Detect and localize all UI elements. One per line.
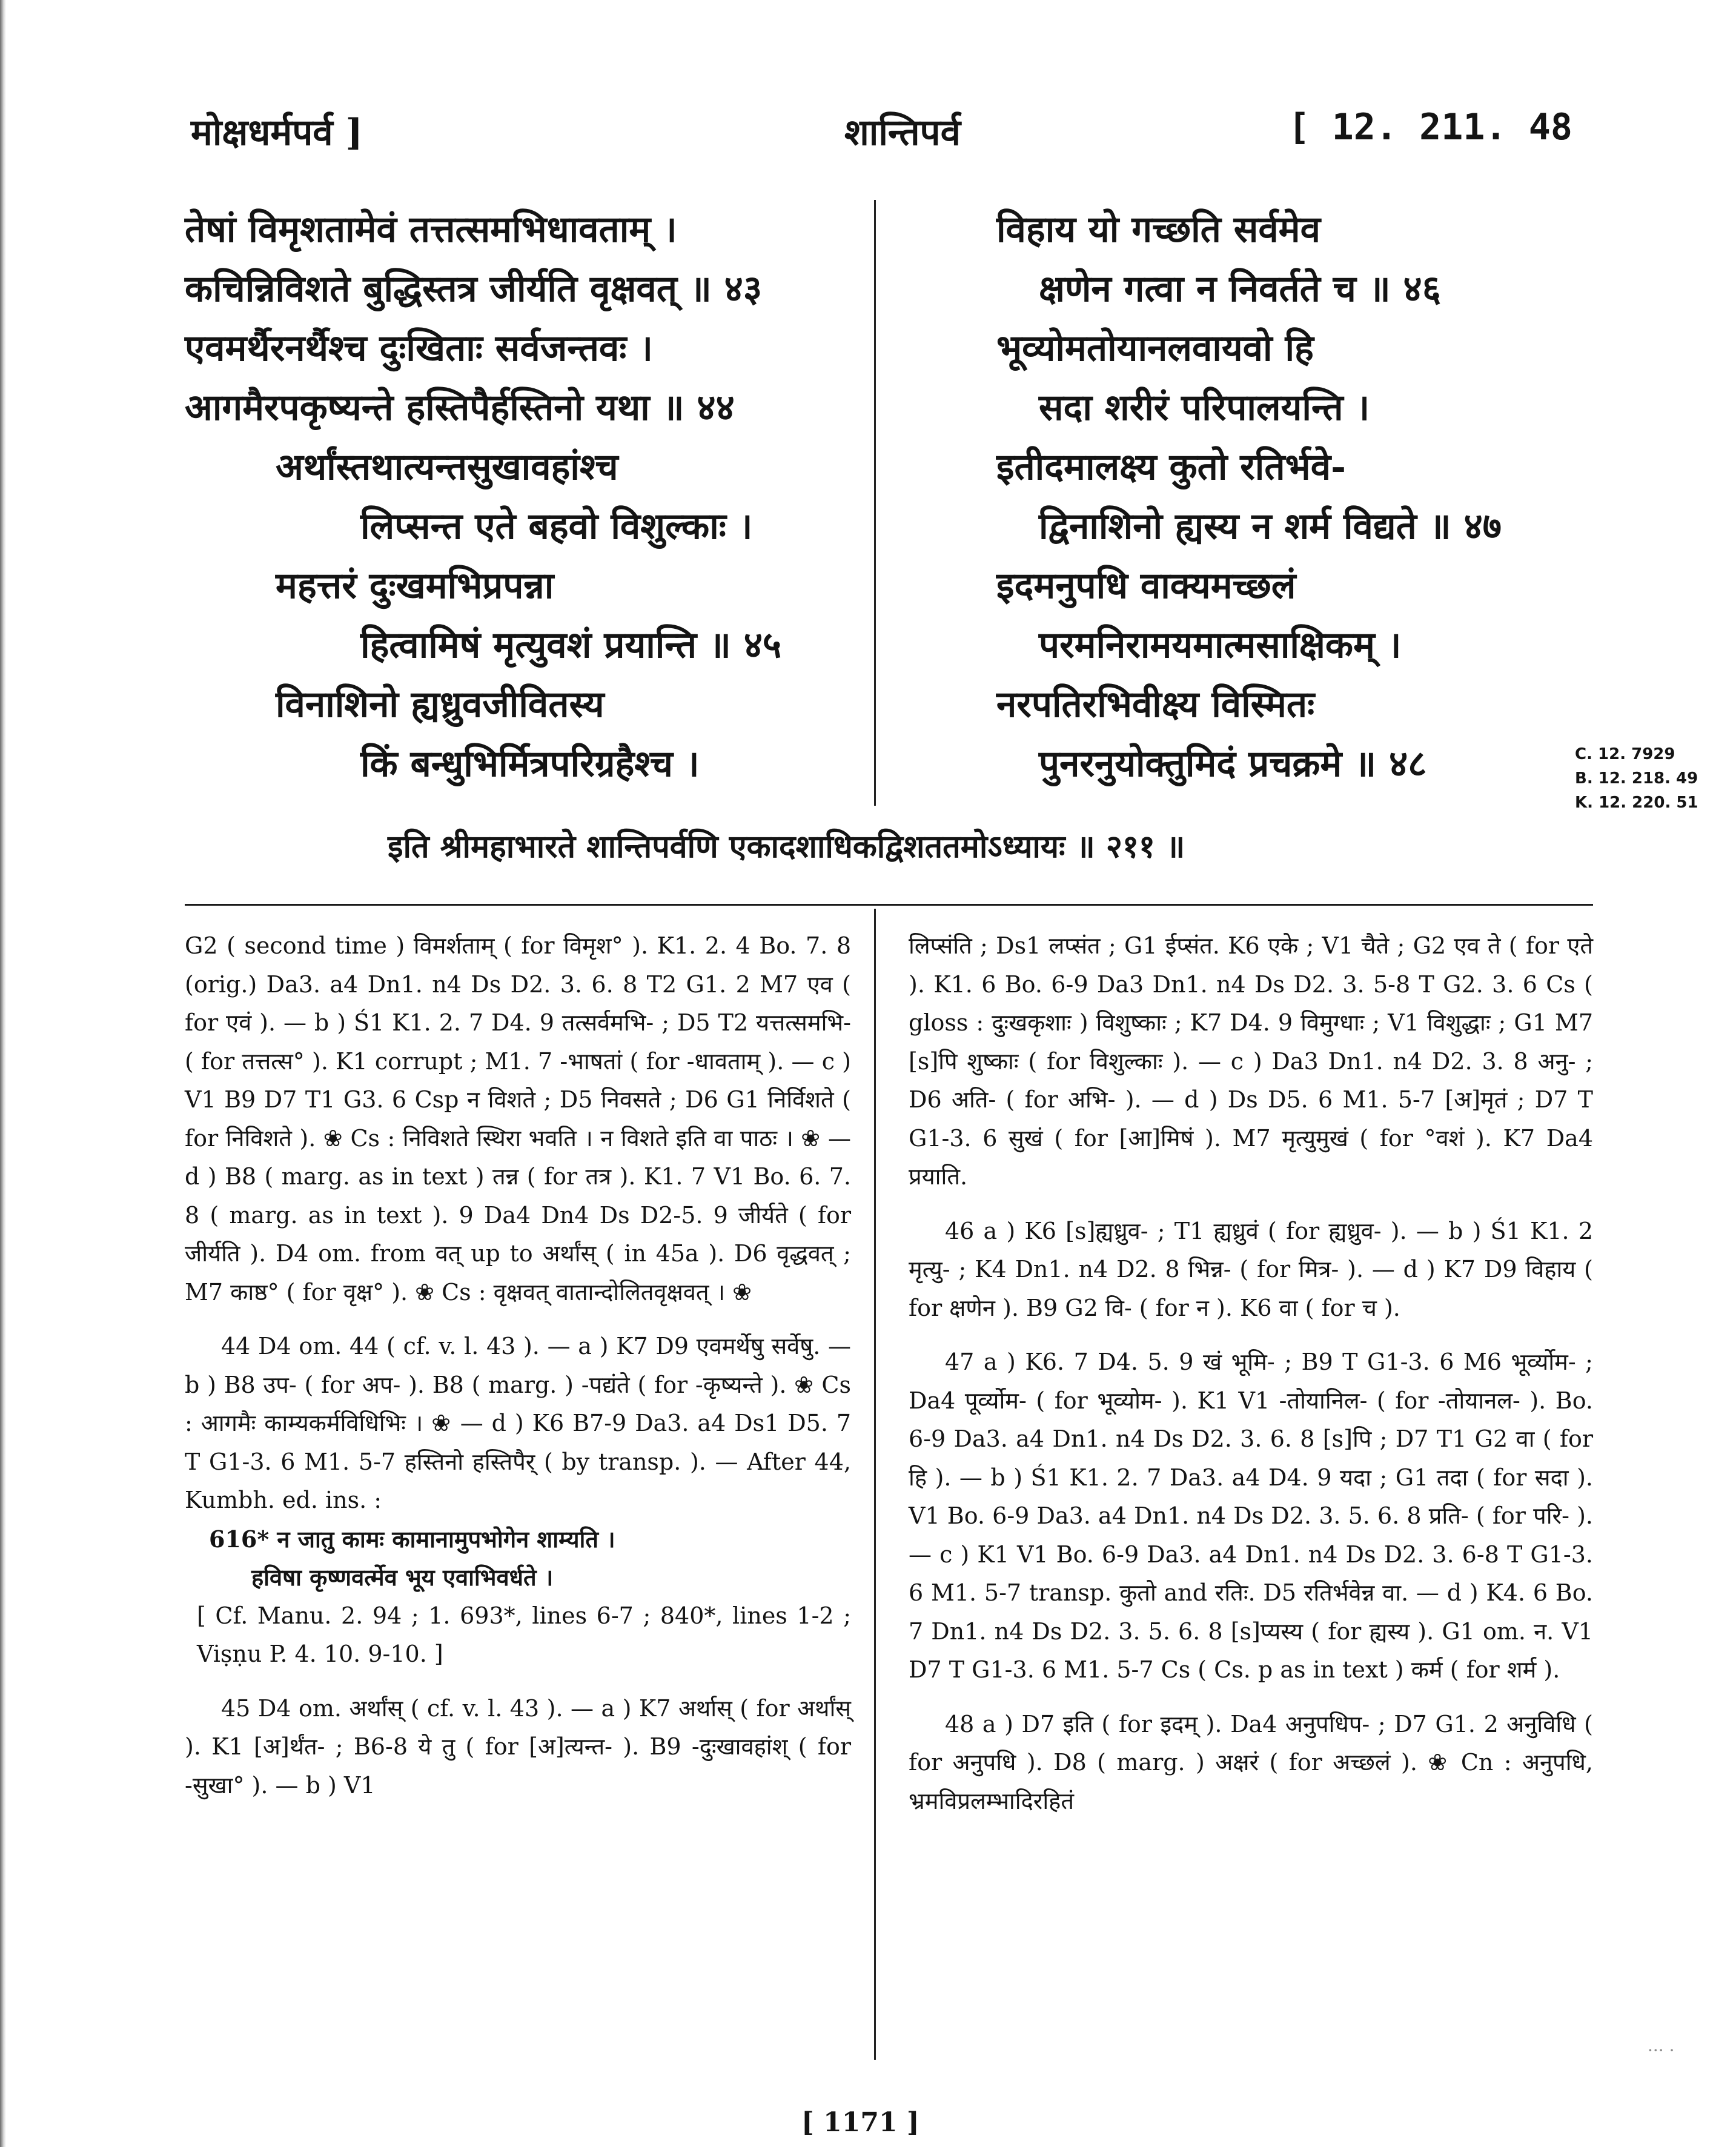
verse-line: तेषां विमृशतामेवं तत्तत्समभिधावताम् ।	[185, 208, 677, 251]
paragraph-gap	[909, 1196, 1593, 1212]
inserted-passage: 616* न जातु कामः कामानामुपभोगेन शाम्यति ।	[209, 1525, 615, 1553]
concordance-line: K. 12. 220. 51	[1575, 794, 1698, 812]
inserted-passage: हविषा कृष्णवर्त्मेव भूय एवाभिवर्धते ।	[251, 1564, 554, 1591]
cross-reference-note: [ Cf. Manu. 2. 94 ; 1. 693*, lines 6-7 ; 840*, lines 1-2 ; Viṣṇu P. 4. 10. 9-10. ]	[197, 1602, 851, 1667]
chapter-colophon: इति श्रीमहाभारते शान्तिपर्वणि एकादशाधिकद्विशततमोऽध्यायः ॥ २११ ॥	[388, 828, 1185, 865]
paragraph-gap	[909, 1327, 1593, 1343]
critical-apparatus-left	[185, 927, 851, 1805]
verse-line: कचिन्निविशते बुद्धिस्तत्र जीर्यति वृक्षवत् ॥ ४३	[185, 268, 763, 310]
paragraph-gap	[185, 1674, 851, 1690]
apparatus-entry: 46 a ) K6 [s]ह्यध्रुव- ; T1 ह्यध्रुवं ( for ह्यध्रुव- ). — b ) Ś1 K1. 2 मृत्यु- ; K4 Dn1. n4 D2. 8 भिन्न- ( for मित्र- ). — d ) K7 D9 विहाय ( for क्षणेन ). B9 G2 वि- ( for न ). K6 वा ( for च ).	[909, 1217, 1593, 1321]
apparatus-column-divider	[874, 909, 876, 2060]
critical-apparatus-right	[909, 927, 1593, 1820]
verse-line: परमनिरामयमात्मसाक्षिकम् ।	[1039, 624, 1402, 666]
verse-line: इतीदमालक्ष्य कुतो रतिर्भवे-	[996, 446, 1346, 488]
verse-line: क्षणेन गत्वा न निवर्तते च ॥ ४६	[1039, 268, 1441, 310]
concordance-line: B. 12. 218. 49	[1575, 769, 1698, 788]
verse-line: आगमैरपकृष्यन्ते हस्तिपैर्हस्तिनो यथा ॥ ४४	[185, 387, 735, 429]
verse-line: पुनरनुयोक्तुमिदं प्रचक्रमे ॥ ४८	[1039, 743, 1427, 785]
verse-column-left	[185, 200, 857, 794]
verse-line: इदमनुपधि वाक्यमच्छलं	[996, 565, 1296, 607]
verse-column-divider	[874, 200, 876, 806]
apparatus-entry: लिप्संति ; Ds1 लप्संत ; G1 ईप्संत. K6 एके ; V1 चैते ; G2 एव ते ( for एते ). K1. 6 Bo. 6-9 Da3 Dn1. n4 Ds D2. 3. 5-8 T G2. 3. 6 Cs ( gloss : दुःखकृशाः ) विशुष्काः ; K7 D4. 9 विमुग्धाः ; V1 विशुद्धाः ; G1 M7 [s]पि शुष्काः ( for विशुल्काः ). — c ) Da3 Dn1. n4 D2. 3. 8 अनु- ; D6 अति- ( for अभि- ). — d ) Ds D5. 6 M1. 5-7 [अ]मृतं ; D7 T G1-3. 6 सुखं ( for [आ]मिषं ). M7 मृत्युमुखं ( for °वशं ). K7 Da4 प्रयाति.	[909, 932, 1593, 1190]
verse-line: विनाशिनो ह्यध्रुवजीवितस्य	[276, 683, 605, 726]
verse-line: लिप्सन्त एते बहवो विशुल्काः ।	[360, 505, 753, 548]
verse-line: एवमर्थैरनर्थैश्च दुःखिताः सर्वजन्तवः ।	[185, 327, 654, 370]
apparatus-entry: G2 ( second time ) विमर्शताम् ( for विमृश° ). K1. 2. 4 Bo. 7. 8 (orig.) Da3. a4 Dn1. n4 Ds D2. 3. 6. 8 T2 G1. 2 M7 एव ( for एवं ). — b ) Ś1 K1. 2. 7 D4. 9 तत्सर्वमभि- ; D5 T2 यत्तत्समभि- ( for तत्तत्स° ). K1 corrupt ; M1. 7 -भाषतां ( for -धावताम् ). — c ) V1 B9 D7 T1 G3. 6 Csp न विशते ; D5 निवसते ; D6 G1 निर्विशते ( for निविशते ). ❀ Cs : निविशते स्थिरा भवति । न विशते इति वा पाठः । ❀ — d ) B8 ( marg. as in text ) तन्न ( for तत्र ). K1. 7 V1 Bo. 6. 7. 8 ( marg. as in text ). 9 Da4 Dn4 Ds D2-5. 9 जीर्यते ( for जीर्यति ). D4 om. from वत् up to अर्थांस् ( in 45a ). D6 वृद्धवत् ; M7 काष्ठ° ( for वृक्ष° ). ❀ Cs : वृक्षवत् वातान्दोलितवृक्षवत् । ❀	[185, 932, 851, 1306]
verse-line: हित्वामिषं मृत्युवशं प्रयान्ति ॥ ४५	[360, 624, 782, 666]
apparatus-entry: 44 D4 om. 44 ( cf. v. l. 43 ). — a ) K7 D9 एवमर्थेषु सर्वेषु. — b ) B8 उप- ( for अप- ). B8 ( marg. ) -पद्यंते ( for -कृष्यन्ते ). ❀ Cs : आगमैः काम्यकर्मविधिभिः । ❀ — d ) K6 B7-9 Da3. a4 Ds1 D5. 7 T G1-3. 6 M1. 5-7 हस्तिनो हस्तिपैर् ( by transp. ). — After 44, Kumbh. ed. ins. :	[185, 1333, 851, 1513]
page-number: [ 1171 ]	[801, 2107, 919, 2138]
apparatus-rule	[185, 904, 1593, 906]
scan-edge	[0, 0, 6, 2147]
running-head-left: मोक्षधर्मपर्व ]	[191, 111, 363, 154]
paragraph-gap	[185, 1312, 851, 1327]
verse-line: किं बन्धुभिर्मित्रपरिग्रहैश्च ।	[360, 743, 700, 785]
paragraph-gap	[909, 1690, 1593, 1705]
apparatus-entry: 45 D4 om. अर्थांस् ( cf. v. l. 43 ). — a ) K7 अर्थास् ( for अर्थांस् ). K1 [अ]र्थंत- ; B6-8 ये तु ( for [अ]त्यन्त- ). B9 -दुःखावहांश् ( for -सुखा° ). — b ) V1	[185, 1694, 851, 1799]
running-head-center: शान्तिपर्व	[844, 111, 961, 154]
verse-line: विहाय यो गच्छति सर्वमेव	[996, 208, 1320, 251]
verse-line: महत्तरं दुःखमभिप्रपन्ना	[276, 565, 554, 607]
apparatus-entry: 48 a ) D7 इति ( for इदम् ). Da4 अनुपधिप- ; D7 G1. 2 अनुविधि ( for अनुपधि ). D8 ( marg. ) अक्षरं ( for अच्छलं ). ❀ Cn : अनुपधि, भ्रमविप्रलम्भादिरहितं	[909, 1710, 1593, 1814]
concordance-note	[1575, 742, 1698, 815]
verse-line: अर्थांस्तथात्यन्तसुखावहांश्च	[276, 446, 618, 488]
scan-smudge: ··· ·	[1648, 2040, 1675, 2060]
concordance-line: C. 12. 7929	[1575, 745, 1675, 763]
verse-line: नरपतिरभिवीक्ष्य विस्मितः	[996, 683, 1315, 726]
verse-line: भूव्योमतोयानलवायवो हि	[996, 327, 1314, 370]
apparatus-entry: 47 a ) K6. 7 D4. 5. 9 खं भूमि- ; B9 T G1-3. 6 M6 भूर्व्योम- ; Da4 पूर्व्योम- ( for भूव्योम- ). K1 V1 -तोयानिल- ( for -तोयानल- ). Bo. 6-9 Da3. a4 Dn1. n4 Ds D2. 3. 6. 8 [s]पि ; D7 T1 G2 वा ( for हि ). — b ) Ś1 K1. 2. 7 Da3. a4 D4. 9 यदा ; G1 तदा ( for सदा ). V1 Bo. 6-9 Da3. a4 Dn1. n4 Ds D2. 3. 5. 6. 8 प्रति- ( for परि- ). — c ) K1 V1 Bo. 6-9 Da3. a4 Dn1. n4 Ds D2. 3. 6-8 T G1-3. 6 M1. 5-7 transp. कुतो and रतिः. D5 रतिर्भवेन्न वा. — d ) K4. 6 Bo. 7 Dn1. n4 Ds D2. 3. 5. 6. 8 [s]प्यस्य ( for ह्यस्य ). G1 om. न. V1 D7 T G1-3. 6 M1. 5-7 Cs ( Cs. p as in text ) कर्म ( for शर्म ).	[909, 1349, 1593, 1683]
verse-column-right	[996, 200, 1578, 794]
verse-line: सदा शरीरं परिपालयन्ति ।	[1039, 387, 1370, 429]
verse-line: द्विनाशिनो ह्यस्य न शर्म विद्यते ॥ ४७	[1039, 505, 1502, 548]
running-head-right: [ 12. 211. 48	[1288, 106, 1572, 148]
